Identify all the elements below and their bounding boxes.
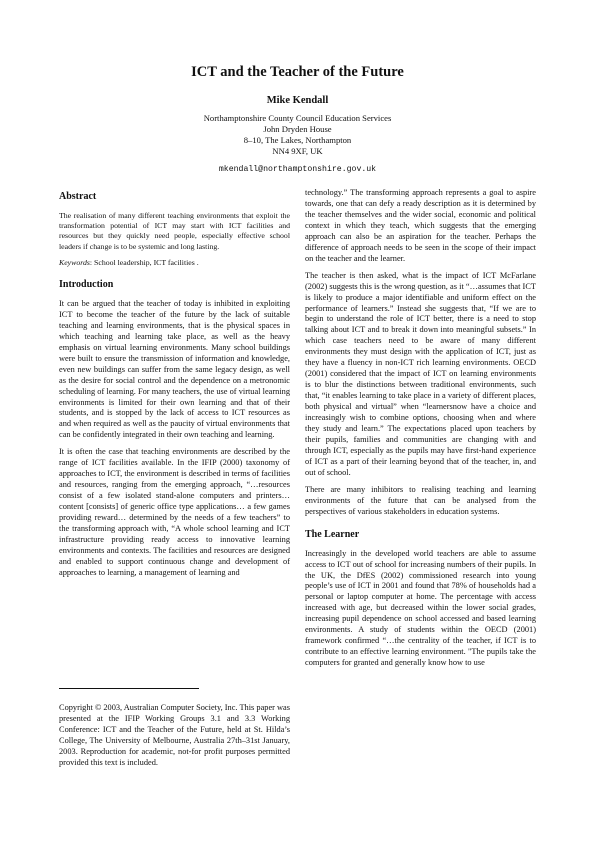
copyright-notice: Copyright © 2003, Australian Computer Society, Inc. This paper was presented at the IFIP Working Groups 3.1 and 3.3 Working Conference: ICT and the Teacher of the Future, held at St. Hilda’s College, The University of Melbourne, Australia 27th–31st January, 2003. Reproduction for academic, not-for profit purposes permitted provided this text is included.: [59, 703, 290, 767]
left-column: [59, 192, 290, 585]
affiliation-line: NN4 9XF, UK: [272, 146, 323, 156]
keywords-text: : School leadership, ICT facilities .: [89, 257, 199, 267]
body-paragraph: Increasingly in the developed world teachers are able to assume access to ICT out of school for increasing numbers of their pupils. In the UK, the DfES (2002) commissioned research into young people’s use of ICT in 2001 and found that 78% of households had a personal or laptop computer at home. The percentage with access increased with age, but decreased within the lower social grades, increasing pupil dependence on school accessed and based learning environments. A study of students within the OECD (2001) framework confirmed “…the centrality of the teacher, if ICT is to contribute to an effective learning environment. "The pupils take the computers for granted and generally know how to use: [305, 548, 536, 668]
affiliation-line: Northamptonshire County Council Education Services: [203, 113, 392, 123]
affiliation-line: John Dryden House: [263, 124, 332, 134]
right-column: [305, 188, 536, 675]
body-paragraph: There are many inhibitors to realising teaching and learning environments of the future that can be analysed from the perspectives of various stakeholders in education systems.: [305, 484, 536, 516]
body-paragraph: The teacher is then asked, what is the impact of ICT McFarlane (2002) suggests this is the wrong question, as it “…assumes that ICT is likely to produce a major identifiable and uniform effect on the performance of learners.” Instead she suggests that, “If we are to begin to understand the role of ICT better, there is a need to stop talking about ICT and to break it down into meaningful subsets.” In which case teachers need to be aware of many different environments they must design with the application of ICT, just as they have a fluency in non-ICT rich learning environments. OECD (2001) considered that the impact of ICT on learning environments is to blur the distinctions between traditional environments, such that, “it enables learning to take place in a variety of different places, both physical and virtual” when “learnersnow have a choice and increasingly wish to combine options, choosing when and where they study and learn.” The expectations placed upon teachers by their pupils, families and communities are changing with and through ICT, especially as the pupils may have first-hand experience of ICT as a part of their learning beyond that of the teacher, in, and out of school.: [305, 270, 536, 477]
introduction-heading: Introduction: [59, 278, 114, 290]
author-email[interactable]: mkendall@northamptonshire.gov.uk: [218, 165, 377, 174]
paper-title: ICT and the Teacher of the Future: [191, 64, 404, 80]
affiliation-line: 8–10, The Lakes, Northampton: [243, 135, 352, 145]
learner-heading: The Learner: [305, 528, 360, 540]
body-paragraph: technology.” The transforming approach represents a goal to aspire towards, one that can defy a ready description as it is determined by the teacher themselves and the wider social, economic and political context in which they teach, which suggests that the emerging approach can also be an aspiration for the teacher. Perhaps the difference of approach needs to be seen in the scope of their impact on the teacher and the learner.: [305, 188, 536, 263]
keywords: [59, 258, 290, 268]
footnote-divider: [59, 688, 199, 689]
author-name: Mike Kendall: [266, 95, 329, 106]
body-paragraph: It is often the case that teaching environments are described by the range of ICT facilities available. In the IFIP (2000) taxonomy of approaches to ICT, the environment is described in terms of facilities and resources, ranging from the emerging approach, “…resources consist of a few isolated stand-alone computers and printers… content [consists] of generic office type applications… a few games providing reward… determined by the needs of a few teachers” to the transforming approach with, “A whole school learning and ICT infrastructure providing ready access to innovative learning environments and contexts. The facilities and resources are designed and enabled to support continuous change and development of approaches to learning, a management of learning and: [59, 447, 290, 577]
keywords-label: Keywords: [59, 257, 90, 267]
abstract-text: The realisation of many different teaching environments that exploit the transformation potential of ICT may start with ICT facilities and resources but they quickly need people, especially effective school leaders if change is to be systemic and long lasting.: [59, 210, 290, 251]
abstract-heading: Abstract: [59, 191, 97, 202]
body-paragraph: It can be argued that the teacher of today is inhibited in exploiting ICT to become the teacher of the future by the lack of suitable teaching and learning environments, that is the physical spaces in which teaching and learning take place, as well as the heavy emphasis on virtual learning environments. Many school buildings were built to ensure the transmission of information and knowledge, even new buildings can suffer from the same legacy design, as well as the desire for social control and the dependence on a metronomic scheduling of learning. For many teachers, the use of virtual learning environments is limited for their own learning and that of their students, and is stopped by the lack of access to ICT resources as and when required as well as the paucity of virtual environments that can be confidently integrated in their own teaching and learning.: [59, 298, 290, 440]
